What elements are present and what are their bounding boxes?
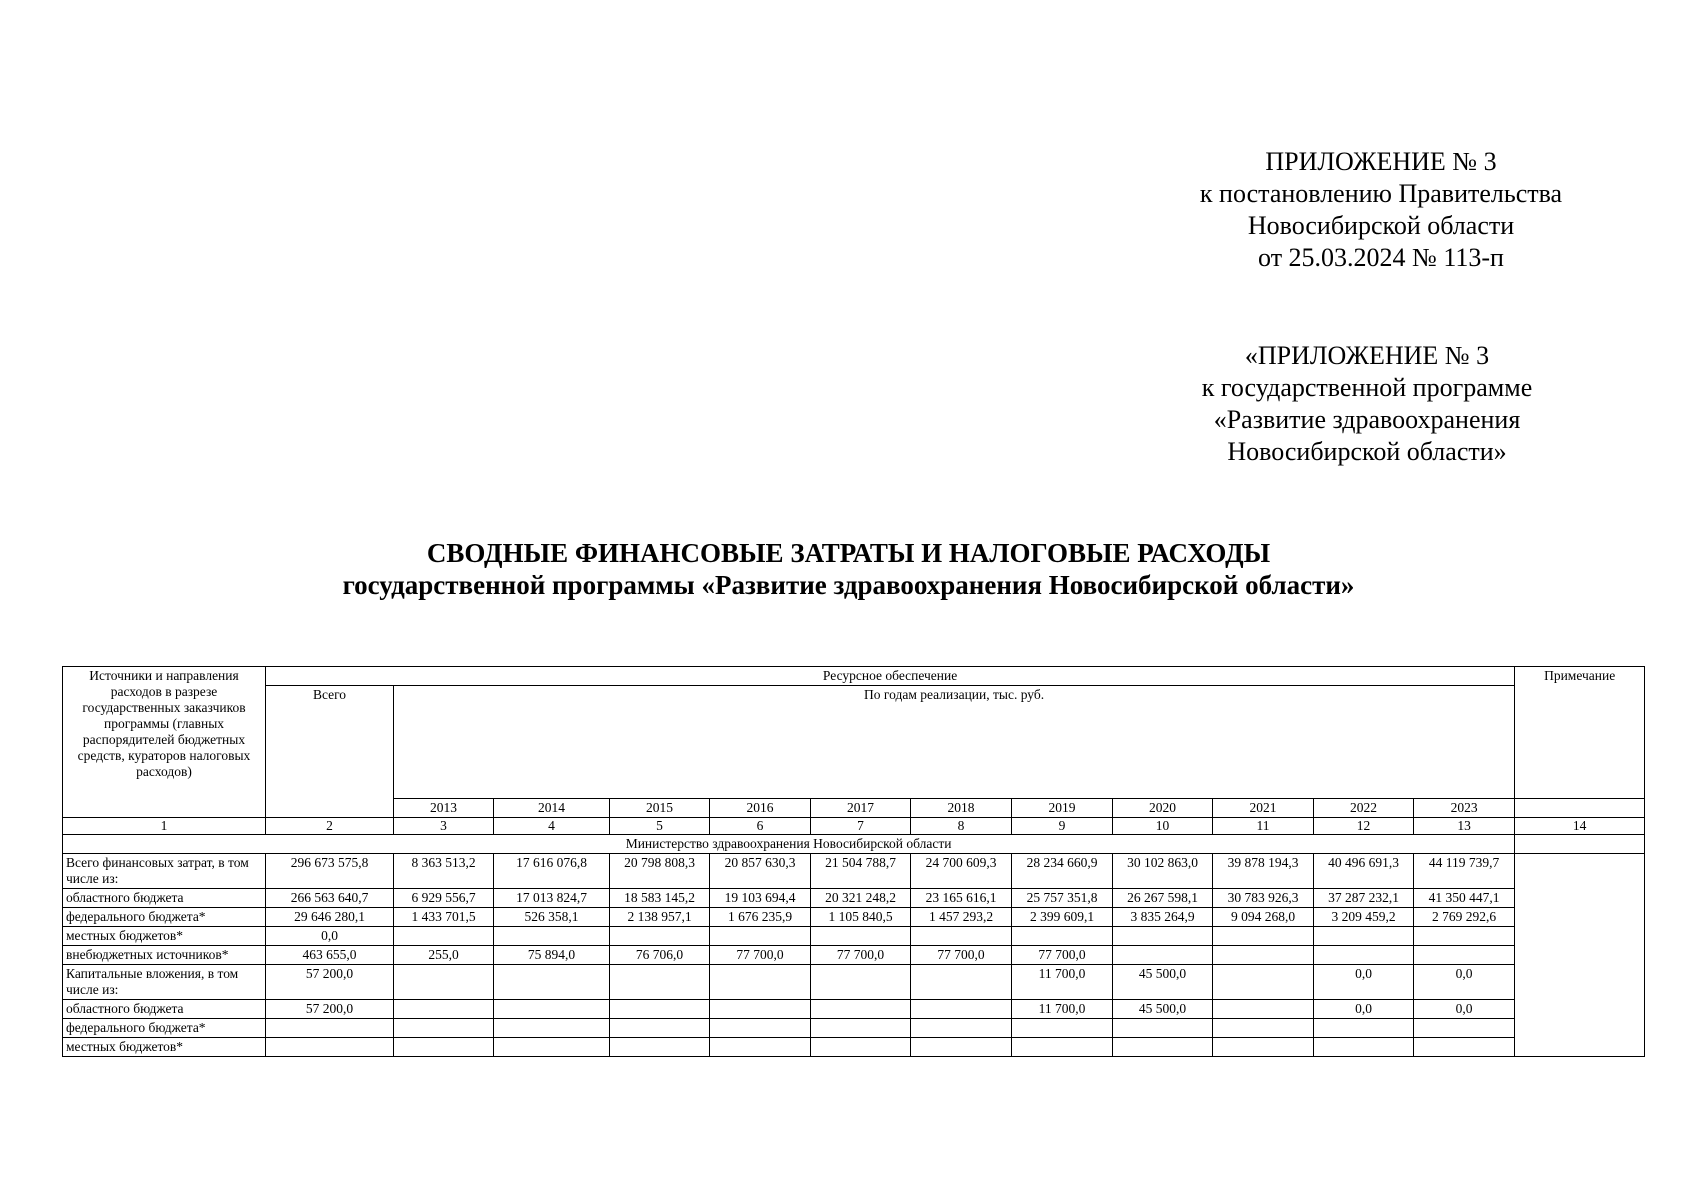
value-cell: 40 496 691,3	[1314, 854, 1414, 889]
value-cell	[811, 927, 911, 946]
column-number: 3	[394, 818, 494, 835]
value-cell: 2 138 957,1	[610, 908, 710, 927]
row-label: местных бюджетов*	[63, 927, 266, 946]
value-cell: 526 358,1	[494, 908, 610, 927]
value-cell: 255,0	[394, 946, 494, 965]
value-cell: 29 646 280,1	[266, 908, 394, 927]
value-cell: 0,0	[1414, 965, 1515, 1000]
value-cell: 8 363 513,2	[394, 854, 494, 889]
value-cell: 21 504 788,7	[811, 854, 911, 889]
column-number: 2	[266, 818, 394, 835]
value-cell: 57 200,0	[266, 965, 394, 1000]
header-year: 2018	[911, 799, 1012, 818]
header-year: 2020	[1113, 799, 1213, 818]
appendix-line: от 25.03.2024 № 113-п	[1258, 243, 1504, 272]
value-cell	[266, 1019, 394, 1038]
value-cell: 25 757 351,8	[1012, 889, 1113, 908]
column-number: 10	[1113, 818, 1213, 835]
value-cell: 20 857 630,3	[710, 854, 811, 889]
header-year: 2015	[610, 799, 710, 818]
value-cell: 2 399 609,1	[1012, 908, 1113, 927]
header-year: 2013	[394, 799, 494, 818]
column-number: 13	[1414, 818, 1515, 835]
value-cell	[610, 1000, 710, 1019]
value-cell	[911, 1038, 1012, 1057]
value-cell: 30 783 926,3	[1213, 889, 1314, 908]
value-cell	[610, 965, 710, 1000]
column-number: 4	[494, 818, 610, 835]
value-cell	[1314, 927, 1414, 946]
table-row	[63, 889, 1645, 908]
appendix-line: Новосибирской области	[1247, 211, 1515, 240]
value-cell: 11 700,0	[1012, 965, 1113, 1000]
value-cell: 77 700,0	[811, 946, 911, 965]
note-cell	[1515, 835, 1645, 854]
value-cell	[710, 927, 811, 946]
value-cell	[710, 965, 811, 1000]
table-row	[63, 965, 1645, 1000]
value-cell	[610, 1038, 710, 1057]
value-cell: 17 616 076,8	[494, 854, 610, 889]
value-cell: 30 102 863,0	[1113, 854, 1213, 889]
value-cell	[1213, 965, 1314, 1000]
value-cell	[1213, 1000, 1314, 1019]
document-title-line-1: СВОДНЫЕ ФИНАНСОВЫЕ ЗАТРАТЫ И НАЛОГОВЫЕ РАСХОДЫ	[426, 538, 1271, 568]
section-ministry: Министерство здравоохранения Новосибирской области	[63, 835, 1515, 854]
value-cell: 77 700,0	[1012, 946, 1113, 965]
column-number: 8	[911, 818, 1012, 835]
value-cell: 0,0	[1414, 1000, 1515, 1019]
column-number: 14	[1515, 818, 1645, 835]
appendix-line: Новосибирской области»	[1227, 437, 1507, 466]
value-cell: 75 894,0	[494, 946, 610, 965]
value-cell	[394, 1000, 494, 1019]
value-cell: 9 094 268,0	[1213, 908, 1314, 927]
document-title	[0, 537, 1697, 601]
value-cell	[811, 965, 911, 1000]
value-cell: 77 700,0	[911, 946, 1012, 965]
value-cell	[1213, 946, 1314, 965]
row-label: Капитальные вложения, в том числе из:	[63, 965, 266, 1000]
value-cell: 57 200,0	[266, 1000, 394, 1019]
value-cell	[710, 1000, 811, 1019]
table-row	[63, 1038, 1645, 1057]
value-cell	[911, 965, 1012, 1000]
value-cell: 266 563 640,7	[266, 889, 394, 908]
value-cell: 18 583 145,2	[610, 889, 710, 908]
header-year: 2014	[494, 799, 610, 818]
column-number: 11	[1213, 818, 1314, 835]
value-cell	[1314, 1019, 1414, 1038]
value-cell: 1 457 293,2	[911, 908, 1012, 927]
value-cell: 1 676 235,9	[710, 908, 811, 927]
value-cell	[394, 965, 494, 1000]
header-note-empty	[1515, 799, 1645, 818]
value-cell	[610, 927, 710, 946]
value-cell: 76 706,0	[610, 946, 710, 965]
table-row	[63, 927, 1645, 946]
value-cell: 26 267 598,1	[1113, 889, 1213, 908]
value-cell: 3 209 459,2	[1314, 908, 1414, 927]
value-cell	[1012, 1019, 1113, 1038]
value-cell: 17 013 824,7	[494, 889, 610, 908]
row-label: областного бюджета	[63, 1000, 266, 1019]
appendix-line: ПРИЛОЖЕНИЕ № 3	[1265, 147, 1497, 176]
appendix-header-resolution	[1171, 146, 1591, 274]
column-number: 9	[1012, 818, 1113, 835]
row-label: Всего финансовых затрат, в том числе из:	[63, 854, 266, 889]
appendix-header-program	[1157, 340, 1577, 468]
value-cell	[610, 1019, 710, 1038]
value-cell	[1414, 946, 1515, 965]
header-year: 2017	[811, 799, 911, 818]
value-cell	[1414, 927, 1515, 946]
value-cell: 19 103 694,4	[710, 889, 811, 908]
value-cell: 1 433 701,5	[394, 908, 494, 927]
value-cell: 11 700,0	[1012, 1000, 1113, 1019]
table-row	[63, 946, 1645, 965]
appendix-line: к государственной программе	[1201, 373, 1533, 402]
value-cell	[811, 1019, 911, 1038]
header-year: 2022	[1314, 799, 1414, 818]
table-row	[63, 1000, 1645, 1019]
value-cell: 2 769 292,6	[1414, 908, 1515, 927]
row-label: внебюджетных источников*	[63, 946, 266, 965]
value-cell	[494, 965, 610, 1000]
header-year: 2016	[710, 799, 811, 818]
value-cell: 24 700 609,3	[911, 854, 1012, 889]
column-number: 6	[710, 818, 811, 835]
header-year: 2019	[1012, 799, 1113, 818]
value-cell: 45 500,0	[1113, 965, 1213, 1000]
value-cell	[494, 1000, 610, 1019]
value-cell: 20 321 248,2	[811, 889, 911, 908]
value-cell: 41 350 447,1	[1414, 889, 1515, 908]
appendix-line: «Развитие здравоохранения	[1213, 405, 1521, 434]
value-cell: 0,0	[1314, 965, 1414, 1000]
value-cell	[1113, 1038, 1213, 1057]
header-year: 2021	[1213, 799, 1314, 818]
note-value-cell	[1515, 854, 1645, 1057]
table-row	[63, 908, 1645, 927]
value-cell: 39 878 194,3	[1213, 854, 1314, 889]
value-cell	[494, 1038, 610, 1057]
value-cell	[394, 1019, 494, 1038]
value-cell	[1314, 1038, 1414, 1057]
value-cell	[1213, 927, 1314, 946]
header-note: Примечание	[1515, 667, 1645, 799]
row-label: областного бюджета	[63, 889, 266, 908]
document-title-line-2: государственной программы «Развитие здравоохранения Новосибирской области»	[342, 570, 1355, 600]
value-cell	[1414, 1019, 1515, 1038]
value-cell	[1113, 927, 1213, 946]
value-cell: 28 234 660,9	[1012, 854, 1113, 889]
row-label: федерального бюджета*	[63, 908, 266, 927]
row-label: местных бюджетов*	[63, 1038, 266, 1057]
value-cell	[1012, 927, 1113, 946]
value-cell: 3 835 264,9	[1113, 908, 1213, 927]
value-cell	[911, 1019, 1012, 1038]
header-total: Всего	[266, 686, 394, 818]
value-cell: 0,0	[266, 927, 394, 946]
table-row	[63, 854, 1645, 889]
value-cell	[1314, 946, 1414, 965]
row-label: федерального бюджета*	[63, 1019, 266, 1038]
value-cell: 77 700,0	[710, 946, 811, 965]
column-number: 12	[1314, 818, 1414, 835]
appendix-line: «ПРИЛОЖЕНИЕ № 3	[1244, 341, 1490, 370]
value-cell: 23 165 616,1	[911, 889, 1012, 908]
value-cell	[1213, 1038, 1314, 1057]
value-cell: 44 119 739,7	[1414, 854, 1515, 889]
financial-costs-table	[62, 666, 1645, 1057]
header-by-years: По годам реализации, тыс. руб.	[394, 686, 1515, 799]
value-cell	[911, 927, 1012, 946]
value-cell	[710, 1019, 811, 1038]
value-cell	[1414, 1038, 1515, 1057]
value-cell: 0,0	[1314, 1000, 1414, 1019]
value-cell: 6 929 556,7	[394, 889, 494, 908]
value-cell	[811, 1038, 911, 1057]
value-cell	[1213, 1019, 1314, 1038]
value-cell: 1 105 840,5	[811, 908, 911, 927]
value-cell	[1012, 1038, 1113, 1057]
value-cell	[710, 1038, 811, 1057]
value-cell: 296 673 575,8	[266, 854, 394, 889]
header-resource: Ресурсное обеспечение	[266, 667, 1515, 686]
value-cell	[911, 1000, 1012, 1019]
value-cell	[811, 1000, 911, 1019]
header-sources: Источники и направления расходов в разрезе государственных заказчиков программы (главных распорядителей бюджетных средств, кураторов налоговых расходов)	[63, 667, 266, 818]
value-cell: 37 287 232,1	[1314, 889, 1414, 908]
value-cell	[394, 927, 494, 946]
appendix-line: к постановлению Правительства	[1199, 179, 1563, 208]
value-cell: 45 500,0	[1113, 1000, 1213, 1019]
value-cell: 20 798 808,3	[610, 854, 710, 889]
value-cell: 463 655,0	[266, 946, 394, 965]
column-number: 7	[811, 818, 911, 835]
value-cell	[1113, 1019, 1213, 1038]
value-cell	[494, 1019, 610, 1038]
value-cell	[394, 1038, 494, 1057]
value-cell	[1113, 946, 1213, 965]
column-number: 5	[610, 818, 710, 835]
value-cell	[494, 927, 610, 946]
header-year: 2023	[1414, 799, 1515, 818]
column-number: 1	[63, 818, 266, 835]
value-cell	[266, 1038, 394, 1057]
table-row	[63, 1019, 1645, 1038]
